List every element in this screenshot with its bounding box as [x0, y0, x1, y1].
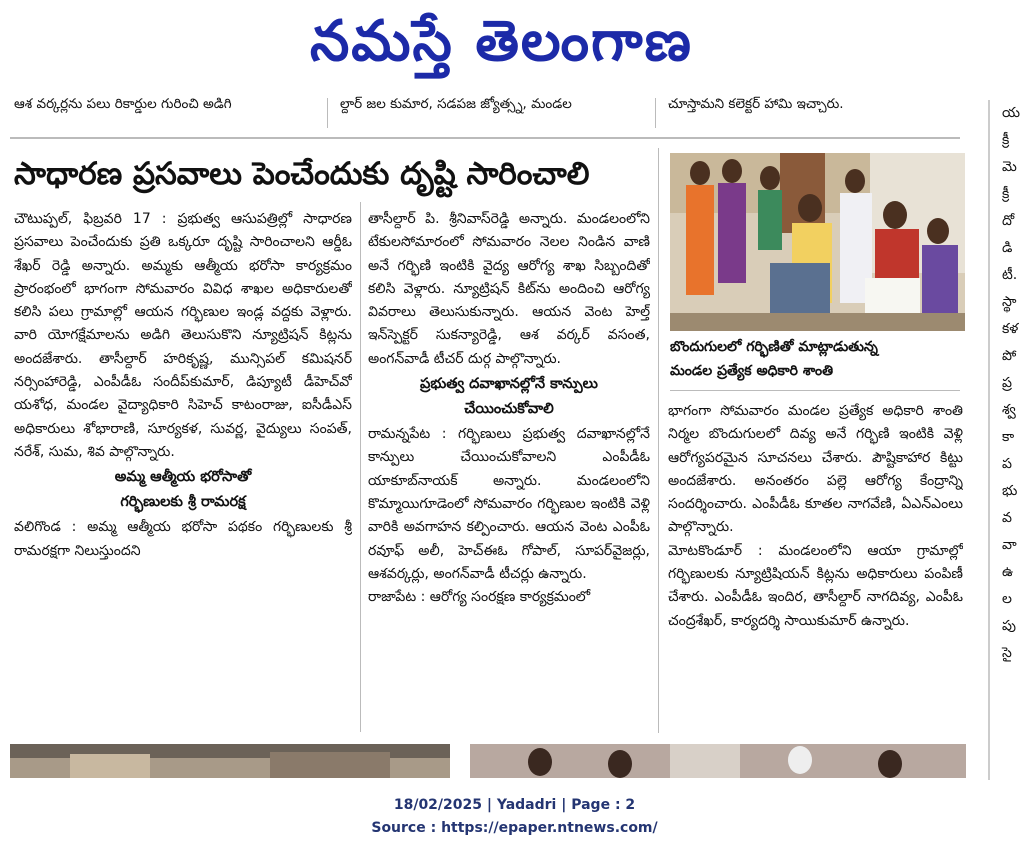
adjacent-article-fragment: ఉ	[1002, 564, 1014, 580]
footer-date-page: 18/02/2025 | Yadadri | Page : 2	[393, 797, 636, 813]
article-column-2	[368, 208, 650, 736]
adjacent-article-edge	[988, 100, 1029, 780]
top-strip-col2: ల్దార్ జల కుమార, సడపజ జ్యోత్స్న, మండల	[340, 96, 572, 112]
article-paragraph: చౌటుప్పల్, ఫిబ్రవరి 17 : ప్రభుత్వ ఆసుపత్రిల్లో సాధారణ ప్రసవాలు పెంచేందుకు ప్రతి ఒక్కరూ దృష్టి సారించాలని ఆర్డీఓ శేఖర్ రెడ్డి అన్నారు. అమ్మకు ఆత్మీయ భరోసా కార్యక్రమం ప్రారంభంలో భాగంగా సోమవారం వివిధ శాఖల అధికారులతో కలిసి పలు గ్రామాల్లో ఆయన గర్భిణుల ఇండ్ల వద్దకు వెళ్లారు. వారి యోగక్షేమాలను అడిగి తెలుసుకొని న్యూట్రిషన్ కిట్లను అందజేశారు. తాసీల్దార్ హరికృష్ణ, మున్సిపల్ కమిషనర్ నర్సింహారెడ్డి, ఎంపీడీఓ సందీప్‌కుమార్, డిప్యూటీ డీహెచ్‌వో యశోధ, మండల వైద్యాధికారి సిహెచ్ కాటంరాజు, ఐసీడీఎస్ అధికారులు శోభారాణి, సూర్యకళ, సువర్ణ, వైద్యులు సంపత్, నరేశ్, సుమ, శివ పాల్గొన్నారు.	[14, 211, 352, 460]
article-paragraph: రాజాపేట : ఆరోగ్య సంరక్షణ కార్యక్రమంలో	[368, 589, 591, 606]
footer	[0, 794, 1029, 840]
adjacent-article-fragment: ప్ర	[1002, 375, 1012, 391]
column-divider-2	[658, 148, 659, 733]
adjacent-article-fragment: పో	[1002, 348, 1017, 364]
adjacent-article-fragment: వ	[1002, 510, 1012, 526]
adjacent-article-fragment: ప	[1002, 456, 1012, 472]
article-column-1	[14, 208, 352, 736]
divider-strip-2	[327, 98, 328, 128]
adjacent-article-fragment: శ్వ	[1002, 402, 1016, 418]
adjacent-article-fragment: డి	[1002, 240, 1013, 256]
adjacent-article-fragment: క్రీ	[1002, 186, 1010, 202]
article-paragraph: రామన్నపేట : గర్భిణులు ప్రభుత్వ దవాఖానల్లోనే కాన్పులు చేయించుకోవాలని ఎంపీడీఓ యాకూబ్‌నాయక్ అన్నారు. మండలంలోని కొమ్మాయిగూడెంలో సోమవారం గర్భిణుల ఇంటికి వెళ్లి వారికి అవగాహన కల్పించారు. ఆయన వెంట ఎంపీఓ రవూఫ్ అలీ, హెచ్ఈఓ గోపాల్, సూపర్‌వైజర్లు, ఆశవర్కర్లు, అంగన్‌వాడీ టీచర్లు ఉన్నారు.	[368, 426, 650, 582]
adjacent-article-fragment: కళ	[1002, 321, 1019, 337]
masthead	[0, 0, 1029, 92]
subheading: చేయించుకోవాలి	[464, 401, 554, 418]
subheading: ప్రభుత్వ దవాఖానల్లోనే కాన్పులు	[420, 376, 598, 393]
footer-source: Source : https://epaper.ntnews.com/	[371, 820, 658, 836]
article-paragraph: వలిగొండ : అమ్మ ఆత్మీయ భరోసా పథకం గర్భిణులకు శ్రీ రామరక్షగా నిలుస్తుందని	[14, 519, 352, 559]
article-paragraph: మోటకొండూర్ : మండలంలోని ఆయా గ్రామాల్లో గర్భిణులకు న్యూట్రిషియన్ కిట్లను అధికారులు పంపిణీ చేశారు. ఎంపీడీఓ ఇందిర, తాసీల్దార్ నాగదివ్య, ఎంపీఓ చంద్రశేఖర్, కార్యదర్శి సాయికుమార్ ఉన్నారు.	[668, 542, 963, 629]
adjacent-article-fragment: వా	[1002, 537, 1017, 553]
adjacent-article-fragment: మె	[1002, 159, 1017, 175]
adjacent-article-fragment: క్రీ	[1002, 132, 1010, 148]
subheading: అమ్మ ఆత్మీయ భరోసాతో	[114, 469, 252, 486]
subheading: గర్భిణులకు శ్రీ రామరక్ష	[120, 494, 246, 511]
masthead-logo: నమస్తే తెలంగాణ	[310, 8, 693, 74]
article-photo	[670, 153, 965, 331]
column-divider-1	[360, 202, 361, 732]
photo-caption	[670, 335, 965, 383]
article-paragraph: తాసీల్దార్ పి. శ్రీనివాస్‌రెడ్డి అన్నారు. మండలంలోని టేకులసోమారంలో సోమవారం నెలల నిండిన వాణి అనే గర్భిణి ఇంటికి వైద్య ఆరోగ్య శాఖ సిబ్బందితో కలిసి వెళ్లారు. న్యూట్రిషన్ కిట్‌ను అందించి ఆరోగ్య వివరాలు తెలుసుకున్నారు. ఆయన వెంట హెల్త్ ఇన్‌స్పెక్టర్ సుకన్యారెడ్డి, ఆశ వర్కర్ వసంత, అంగన్‌వాడీ టీచర్ దుర్గ పాల్గొన్నారు.	[368, 211, 650, 367]
adjacent-article-fragment: స్థా	[1002, 294, 1017, 310]
adjacent-article-fragment: సై	[1002, 645, 1012, 661]
caption-divider	[670, 390, 960, 391]
adjacent-article-fragment: టీ.	[1002, 267, 1018, 283]
adjacent-article-fragment: ల	[1002, 591, 1012, 607]
divider-strip-1	[655, 98, 656, 128]
article-paragraph: భాగంగా సోమవారం మండల ప్రత్యేక అధికారి శాంతి నిర్మల బొందుగులలో దివ్య అనే గర్భిణి ఇంటికి వెళ్లి ఆరోగ్యపరమైన సూచనలు చేశారు. పౌష్టికాహార కిట్టు అందజేశారు. అనంతరం పల్లె ఆరోగ్య కేంద్రాన్ని సందర్శించారు. ఎంపీడీఓ కూతల నాగవేణి, ఏఎన్ఎంలు పాల్గొన్నారు.	[668, 403, 963, 536]
divider-top	[10, 137, 960, 139]
adjacent-article-fragment: య	[1002, 105, 1021, 121]
adjacent-article-fragment: కా	[1002, 429, 1015, 445]
article-column-3	[668, 400, 963, 736]
bottom-photo-right	[470, 744, 966, 778]
adjacent-article-fragment: భు	[1002, 483, 1018, 499]
top-strip-col1: ఆశ వర్కర్లను పలు రికార్డుల గురించి అడిగి	[14, 96, 232, 112]
bottom-photo-left	[10, 744, 450, 778]
adjacent-article-fragment: పు	[1002, 618, 1016, 634]
top-strip-col3: చూస్తామని కలెక్టర్ హామి ఇచ్చారు.	[668, 96, 844, 112]
adjacent-article-fragment: దో	[1002, 213, 1015, 229]
headline: సాధారణ ప్రసవాలు పెంచేందుకు దృష్టి సారించాలి	[14, 156, 590, 192]
photo-caption-line: మండల ప్రత్యేక అధికారి శాంతి	[670, 363, 834, 379]
photo-caption-line: బొందుగులలో గర్భిణితో మాట్లాడుతున్న	[670, 339, 878, 355]
